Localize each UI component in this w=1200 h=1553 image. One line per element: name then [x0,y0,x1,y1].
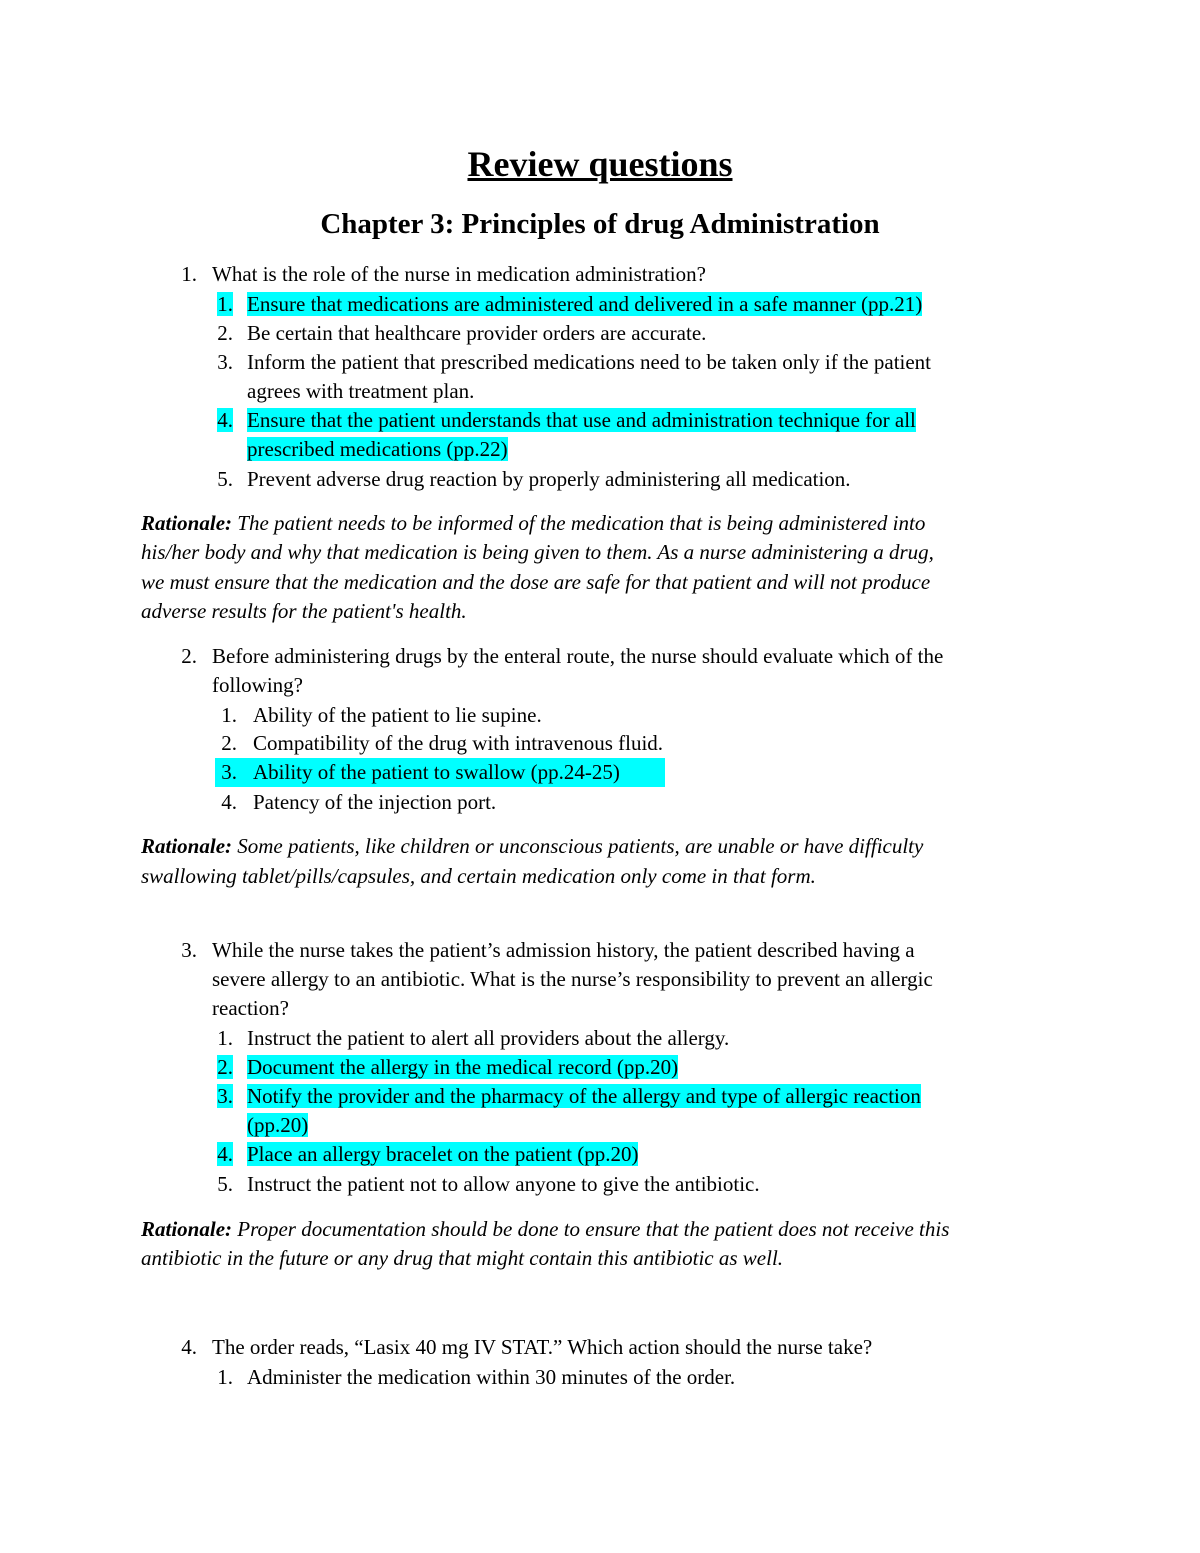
option-number: 1. [217,1026,233,1050]
option-number: 2. [217,1055,233,1079]
option-number: 1. [221,703,237,727]
rationale-text: antibiotic in the future or any drug that might contain this antibiotic as well. [141,1246,784,1270]
rationale-text: we must ensure that the medication and the dose are safe for that patient and will not produce [141,570,931,594]
option-text: Patency of the injection port. [253,790,497,814]
option-text: Be certain that healthcare provider orders are accurate. [247,321,707,345]
option-correct: Ensure that medications are administered and delivered in a safe manner (pp.21) [247,292,923,316]
question-text: severe allergy to an antibiotic. What is the nurse’s responsibility to prevent an allergic [212,967,933,991]
option-correct: Ensure that the patient understands that use and administration technique for all [247,408,916,432]
option-number: 3. [217,350,233,374]
option-correct: Place an allergy bracelet on the patient (pp.20) [247,1142,639,1166]
option-number: 4. [217,1142,233,1166]
rationale-label: Rationale: [141,511,233,535]
option-number: 1. [217,292,233,316]
question-text: What is the role of the nurse in medication administration? [212,262,706,286]
option-correct: Ability of the patient to swallow (pp.24-25) [253,760,620,784]
option-number: 4. [217,408,233,432]
option-text: Prevent adverse drug reaction by properly administering all medication. [247,467,851,491]
question-number: 2. [181,644,197,668]
rationale-text: adverse results for the patient's health. [141,599,467,623]
question-text: reaction? [212,996,289,1020]
option-number: 2. [217,321,233,345]
option-text: Instruct the patient to alert all providers about the allergy. [247,1026,730,1050]
question-number: 4. [181,1335,197,1359]
option-text: agrees with treatment plan. [247,379,475,403]
option-correct: Document the allergy in the medical record (pp.20) [247,1055,679,1079]
rationale-text: his/her body and why that medication is being given to them. As a nurse administering a drug, [141,540,934,564]
chapter-subtitle: Chapter 3: Principles of drug Administration [320,208,880,240]
rationale-label: Rationale: [141,834,233,858]
option-number: 5. [217,467,233,491]
option-text: Instruct the patient not to allow anyone to give the antibiotic. [247,1172,760,1196]
option-correct: Notify the provider and the pharmacy of the allergy and type of allergic reaction [247,1084,921,1108]
option-number: 5. [217,1172,233,1196]
option-correct: (pp.20) [247,1113,309,1137]
option-text: Compatibility of the drug with intravenous fluid. [253,731,664,755]
option-text: Administer the medication within 30 minutes of the order. [247,1365,736,1389]
option-text: Ability of the patient to lie supine. [253,703,542,727]
option-number: 2. [221,731,237,755]
option-number: 3. [221,760,237,784]
page-title: Review questions [467,144,733,184]
option-number: 1. [217,1365,233,1389]
question-text: Before administering drugs by the enteral route, the nurse should evaluate which of the [212,644,944,668]
question-text: The order reads, “Lasix 40 mg IV STAT.” Which action should the nurse take? [212,1335,873,1359]
question-number: 1. [181,262,197,286]
option-number: 4. [221,790,237,814]
rationale-text: swallowing tablet/pills/capsules, and certain medication only come in that form. [141,864,816,888]
rationale-label: Rationale: [141,1217,233,1241]
question-text: While the nurse takes the patient’s admission history, the patient described having a [212,938,915,962]
option-correct: prescribed medications (pp.22) [247,437,508,461]
document-page: Review questions Chapter 3: Principles of drug Administration 1. What is the role of the nurse in medication administration? 1. Ensure that medications are administered and delivered in a safe manner (pp.21) 2. Be certain that healthcare provider orders are accurate. 3. Inform the patient that prescribed medications need to be taken only if the patient agrees with treatment plan. 4. Ensure that the patient understands that use and administration technique for all prescribed medications (pp.22) 5. Prevent adverse drug reaction by properly administering all medication. Rationale: The patient needs to be informed of the medication that is being administered into his/her body and why that medication is being given to them. As a nurse administering a drug, we must ensure that the medication and the dose are safe for that patient and will not produce adverse results for the patient's health. 2. Before administering drugs by the enteral route, the nurse should evaluate which of the following? 1. Ability of the patient to lie supine. 2. Compatibility of the drug with intravenous fluid. 3. Ability of the patient to swallow (pp.24-25) 4. Patency of the injection port. Rationale: Some patients, like children or unconscious patients, are unable or have difficulty swallowing tablet/pills/capsules, and certain medication only come in that form. 3. While the nurse takes the patient’s admission history, the patient described having a severe allergy to an antibiotic. What is the nurse’s responsibility to prevent an allergic reaction? 1. Instruct the patient to alert all providers about the allergy. 2. Document the allergy in the medical record (pp.20) 3. Notify the provider and the pharmacy of the allergy and type of allergic reaction (pp.20) 4. Place an allergy bracelet on the patient (pp.20) 5. Instruct the patient not to allow anyone to give the antibiotic. Rationale: Proper documentation should be done to ensure that the patient does not receive this antibiotic in the future or any drug that might contain this antibiotic as well. 4. The order reads, “Lasix 40 mg IV STAT.” Which action should the nurse take? 1. Administer the medication within 30 minutes of the order. [0,0,1200,1553]
option-text: Inform the patient that prescribed medications need to be taken only if the patient [247,350,932,374]
option-number: 3. [217,1084,233,1108]
question-text: following? [212,673,303,697]
question-number: 3. [181,938,197,962]
